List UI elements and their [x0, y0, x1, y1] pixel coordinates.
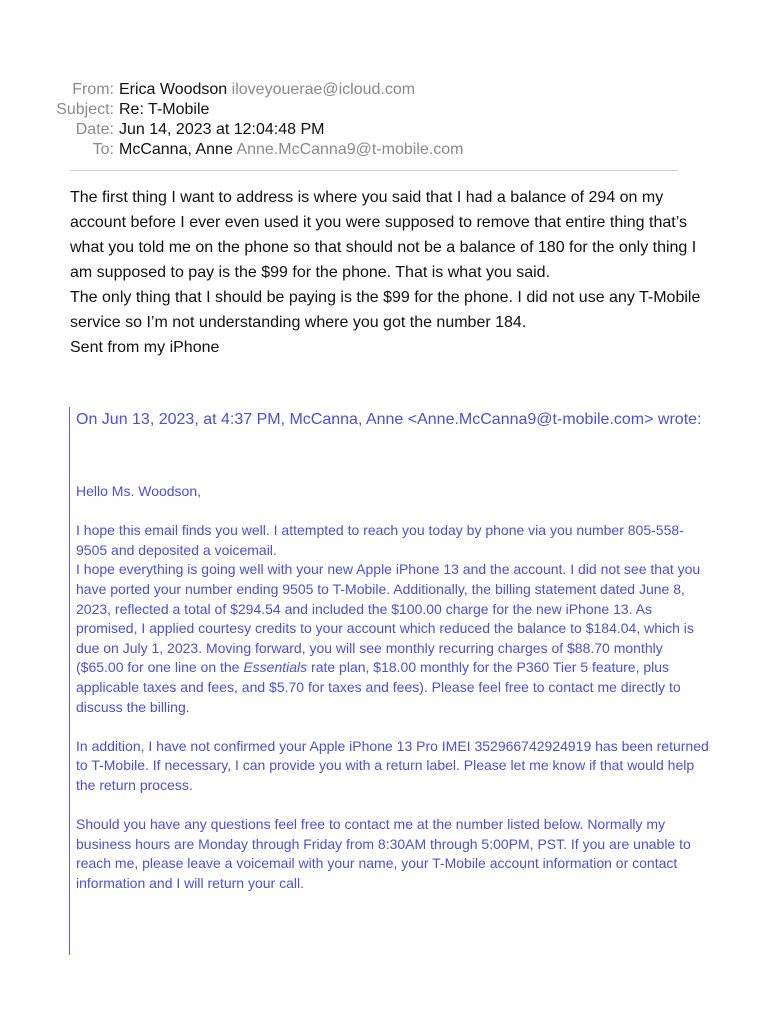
reply-paragraph-1: The first thing I want to address is where you said that I had a balance of 294 on my account before I ever even used it you were supposed to remove that entire thing that’s what you told me on the phone so that should not be a balance of 180 for the only thing I am supposed to pay is the $99 for the phone. That is what you said.: [70, 189, 697, 281]
to-label: To:: [92, 141, 114, 158]
quote-paragraph-1: I hope this email finds you well. I attempted to reach you today by phone via you number 805-558-9505 and deposited a voicemail.: [76, 522, 684, 558]
from-label: From:: [72, 81, 114, 98]
subject-row: [0, 100, 700, 120]
quote-attribution: On Jun 13, 2023, at 4:37 PM, McCanna, Anne <Anne.McCanna9@t-mobile.com> wrote:: [76, 411, 702, 428]
to-row: [0, 140, 700, 160]
quote-paragraph-2: [76, 560, 709, 717]
quote-body: [76, 482, 709, 893]
to-value: [119, 140, 463, 160]
reply-signature: Sent from my iPhone: [70, 339, 220, 356]
quote-plan-name: Essentials: [243, 659, 308, 676]
quote-gap: [76, 796, 709, 816]
date-value: Jun 14, 2023 at 12:04:48 PM: [119, 121, 325, 138]
quote-paragraph-2-end: rate plan, $18.00 monthly for the P360 Tier 5 feature, plus applicable taxes and fees, and $5.70 for taxes and fees). Please feel free to contact me directly to discuss the billing.: [76, 659, 681, 715]
quote-gap: [76, 502, 709, 522]
quote-gap: [76, 717, 709, 737]
reply-paragraph-2: The only thing that I should be paying is the $99 for the phone. I did not use any T-Mobile service so I’m not understanding where you got the number 184.: [70, 289, 701, 331]
from-value: [119, 80, 415, 100]
date-row: [0, 120, 700, 140]
quote-paragraph-2-start: I hope everything is going well with your new Apple iPhone 13 and the account. I did not see that you have ported your number ending 9505 to T-Mobile. Additionally, the billing statement dated June 8, 2023, reflected a total of $294.54 and included the $100.00 charge for the new iPhone 13. As promised, I applied courtesy credits to your account which reduced the balance to $184.04, which is due on July 1, 2023. Moving forward, you will see monthly recurring charges of $88.70 monthly ($65.00 for one line on the: [76, 561, 701, 676]
from-email[interactable]: iloveyouerae@icloud.com: [231, 81, 416, 98]
reply-body: [70, 185, 710, 360]
subject-label: Subject:: [56, 101, 114, 118]
quote-spacer: [76, 432, 709, 482]
quoted-message: [69, 407, 709, 955]
header-divider: [70, 170, 678, 171]
quote-paragraph-3: In addition, I have not confirmed your Apple iPhone 13 Pro IMEI 352966742924919 has been returned to T-Mobile. If necessary, I can provide you with a return label. Please let me know if that would help the return process.: [76, 737, 709, 793]
from-row: [0, 80, 700, 100]
date-label: Date:: [75, 121, 114, 138]
quote-paragraph-4: Should you have any questions feel free to contact me at the number listed below. Normally my business hours are Monday through Friday from 8:30AM through 5:00PM, PST. If you are unable to reach me, please leave a voicemail with your name, your T-Mobile account information or contact information and I will return your call.: [76, 816, 691, 891]
subject-value: Re: T-Mobile: [119, 101, 210, 118]
to-email[interactable]: Anne.McCanna9@t-mobile.com: [236, 141, 464, 158]
email-headers: [0, 80, 700, 160]
to-name: McCanna, Anne: [119, 141, 233, 158]
quote-greeting: Hello Ms. Woodson,: [76, 483, 202, 499]
from-name: Erica Woodson: [119, 81, 228, 98]
